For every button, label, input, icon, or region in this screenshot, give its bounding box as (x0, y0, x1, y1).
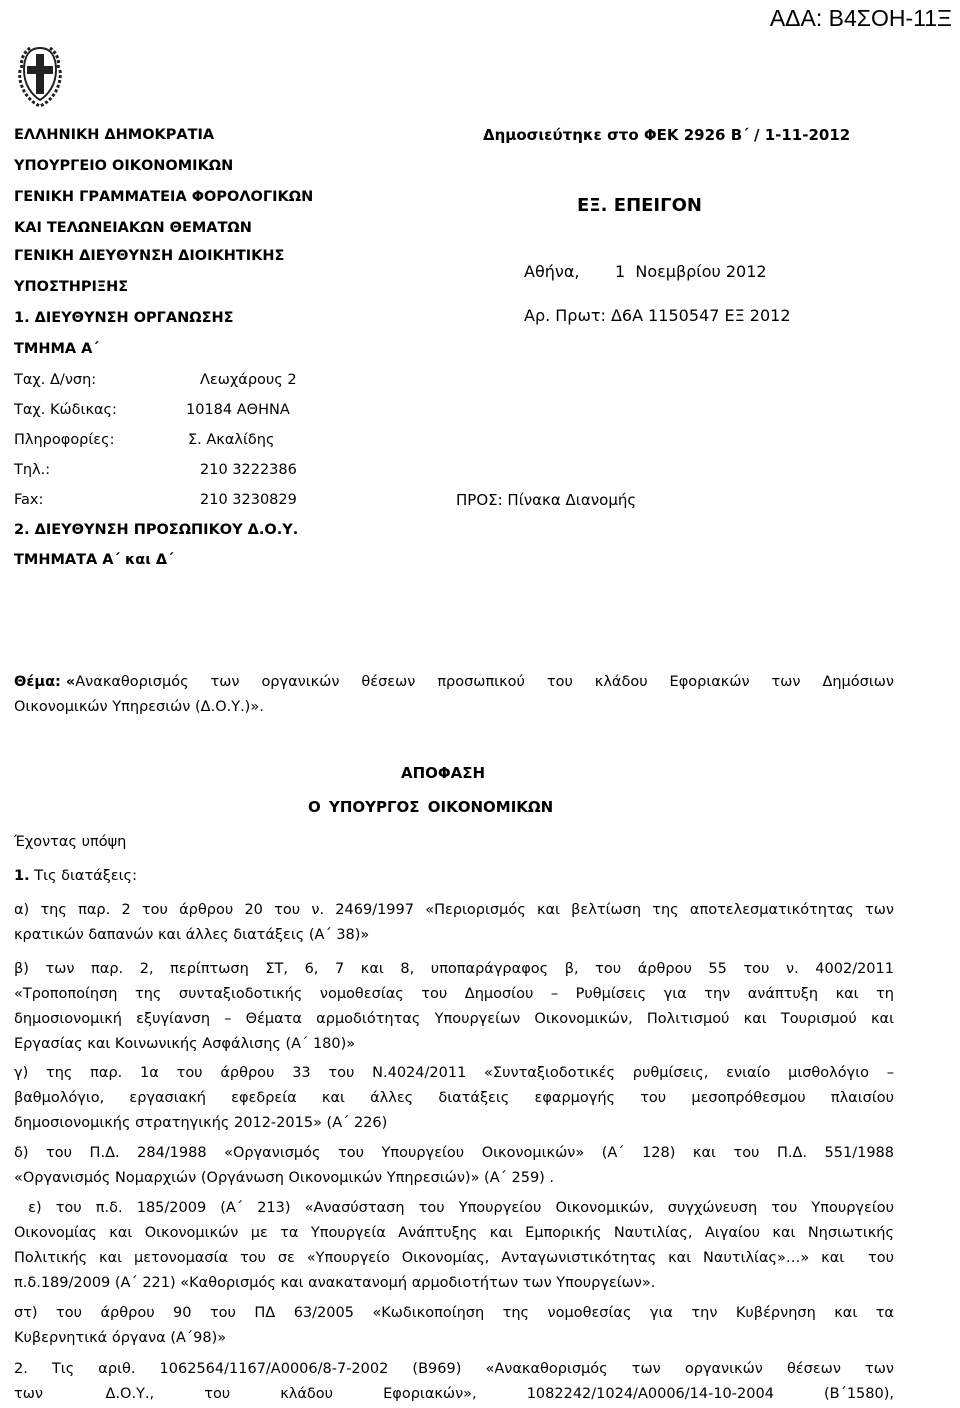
subject-label: Θέμα: « (14, 674, 76, 690)
item-line: των Δ.Ο.Υ., του κλάδου Εφοριακών», 1082242/1024/Α0006/14-10-2004 (Β΄1580), (14, 1386, 894, 1402)
provision-item-f (14, 1301, 894, 1351)
item-line: Κυβερνητικά όργανα (Α΄98)» (14, 1330, 227, 1346)
date: 1 Νοεμβρίου 2012 (615, 262, 767, 281)
minister-title: Ο ΥΠΟΥΡΓΟΣ ΟΙΚΟΝΟΜΙΚΩΝ (308, 798, 554, 816)
subject-line-2: Οικονομικών Υπηρεσιών (Δ.Ο.Υ.)». (14, 699, 264, 715)
item-line: Οικονομίας και Οικονομικών με τα Υπουργεία Ανάπτυξης και Εμπορικής Ναυτιλίας, Αιγαίου και Νησιωτικής (14, 1225, 894, 1241)
item-line: γ) της παρ. 1α του άρθρου 33 του Ν.4024/2011 «Συνταξιοδοτικές ρυθμίσεις, ενιαίο μισθολόγιο – (14, 1065, 894, 1081)
provision-item-d (14, 1141, 894, 1191)
decision-title: ΑΠΟΦΑΣΗ (401, 764, 486, 782)
provisions-heading (14, 866, 137, 886)
provision-item-b (14, 957, 894, 1057)
item-line: Πολιτικής και μετονομασία του σε «Υπουργείο Οικονομίας, Ανταγωνιστικότητας και Ναυτιλίας»…» και του (14, 1250, 894, 1266)
provision-item-a (14, 898, 894, 948)
provision-item-2 (14, 1357, 894, 1407)
subject-line-1 (14, 670, 894, 695)
contact-label: Fax: (14, 492, 44, 508)
contact-value: 210 3230829 (200, 492, 297, 508)
greek-emblem-icon (10, 40, 70, 110)
contact-label: Τηλ.: (14, 462, 51, 478)
item-line: α) της παρ. 2 του άρθρου 20 του ν. 2469/1997 «Περιορισμός και βελτίωση της αποτελεσματικότητας των (14, 902, 894, 918)
place: Αθήνα, (524, 262, 580, 281)
provision-item-c (14, 1061, 894, 1136)
provisions-number: 1. (14, 868, 30, 884)
contact-value: Λεωχάρους 2 (200, 372, 297, 388)
item-line: 2. Τις αριθ. 1062564/1167/Α0006/8-7-2002 (Β969) «Ανακαθορισμός των οργανικών θέσεων των (14, 1361, 894, 1377)
contact-label: Ταχ. Κώδικας: (14, 402, 117, 418)
item-line: Εργασίας και Κοινωνικής Ασφάλισης (Α΄ 180)» (14, 1036, 356, 1052)
urgent-label: ΕΞ. ΕΠΕΙΓΟΝ (577, 195, 702, 216)
item-line: δημοσιονομική εξυγίανση – Θέματα αρμοδιότητας Υπουργείων Οικονομικών, Πολιτισμού και Τουρισμού και (14, 1011, 894, 1027)
contact-label: Ταχ. Δ/νση: (14, 372, 97, 388)
item-line: β) των παρ. 2, περίπτωση ΣΤ, 6, 7 και 8, υποπαράγραφος β, του άρθρου 55 του ν. 4002/2011 (14, 961, 894, 977)
header-line: ΤΜΗΜΑ Α΄ (14, 341, 99, 357)
item-line: «Τροποποίηση της συνταξιοδοτικής νομοθεσίας του Δημοσίου – Ρυθμίσεις για την ανάπτυξη και τη (14, 986, 894, 1002)
published-note: Δημοσιεύτηκε στο ΦΕΚ 2926 Β΄ / 1-11-2012 (483, 126, 851, 144)
item-line: π.δ.189/2009 (Α΄ 221) «Καθορισμός και ανακατανομή αρμοδιοτήτων των Υπουργείων». (14, 1275, 656, 1291)
subject (14, 670, 894, 720)
header-line: ΥΠΟΣΤΗΡΙΞΗΣ (14, 279, 129, 295)
considering-label: Έχοντας υπόψη (14, 834, 127, 850)
item-line: βαθμολόγιο, εργασιακή εφεδρεία και άλλες διατάξεις εφαρμογής του μεσοπρόθεσμου πλαισίου (14, 1090, 894, 1106)
header-line: ΕΛΛΗΝΙΚΗ ΔΗΜΟΚΡΑΤΙΑ (14, 127, 215, 143)
header-line: ΥΠΟΥΡΓΕΙΟ ΟΙΚΟΝΟΜΙΚΩΝ (14, 158, 234, 174)
header-line: ΚΑΙ ΤΕΛΩΝΕΙΑΚΩΝ ΘΕΜΑΤΩΝ (14, 220, 252, 236)
item-line: ε) του π.δ. 185/2009 (Α΄ 213) «Ανασύσταση του Υπουργείου Οικονομικών, συγχώνευση του Υπουργείου (14, 1200, 894, 1216)
provisions-label: Τις διατάξεις: (29, 868, 137, 884)
contact-label: Πληροφορίες: (14, 432, 115, 448)
contact-value: 10184 ΑΘΗΝΑ (186, 402, 290, 418)
header-line: ΓΕΝΙΚΗ ΔΙΕΥΘΥΝΣΗ ΔΙΟΙΚΗΤΙΚΗΣ (14, 248, 285, 264)
dept2-sections: ΤΜΗΜΑΤΑ Α΄ και Δ΄ (14, 552, 174, 568)
subject-text: Ανακαθορισμός των οργανικών θέσεων προσωπικού του κλάδου Εφοριακών των Δημόσιων (75, 674, 894, 690)
contact-value: Σ. Ακαλίδης (188, 432, 275, 448)
dept2-title: 2. ΔΙΕΥΘΥΝΣΗ ΠΡΟΣΩΠΙΚΟΥ Δ.Ο.Υ. (14, 522, 299, 538)
header-line: ΓΕΝΙΚΗ ΓΡΑΜΜΑΤΕΙΑ ΦΟΡΟΛΟΓΙΚΩΝ (14, 189, 314, 205)
recipient: ΠΡΟΣ: Πίνακα Διανομής (456, 491, 637, 509)
protocol-number: Αρ. Πρωτ: Δ6Α 1150547 ΕΞ 2012 (524, 306, 791, 325)
item-line: δημοσιονομικής στρατηγικής 2012-2015» (Α΄ 226) (14, 1115, 388, 1131)
header-line: 1. ΔΙΕΥΘΥΝΣΗ ΟΡΓΑΝΩΣΗΣ (14, 310, 234, 326)
item-line: δ) του Π.Δ. 284/1988 «Οργανισμός του Υπουργείου Οικονομικών» (Α΄ 128) και του Π.Δ. 551/1988 (14, 1145, 894, 1161)
provision-item-e (14, 1196, 894, 1296)
ada-code: ΑΔΑ: Β4ΣΟΗ-11Ξ (769, 5, 952, 31)
item-line: «Οργανισμός Νομαρχιών (Οργάνωση Οικονομικών Υπηρεσιών)» (Α΄ 259) . (14, 1170, 555, 1186)
contact-value: 210 3222386 (200, 462, 297, 478)
item-line: στ) του άρθρου 90 του ΠΔ 63/2005 «Κωδικοποίηση της νομοθεσίας για την Κυβέρνηση και τα (14, 1305, 894, 1321)
item-line: κρατικών δαπανών και άλλες διατάξεις (Α΄ 38)» (14, 927, 370, 943)
